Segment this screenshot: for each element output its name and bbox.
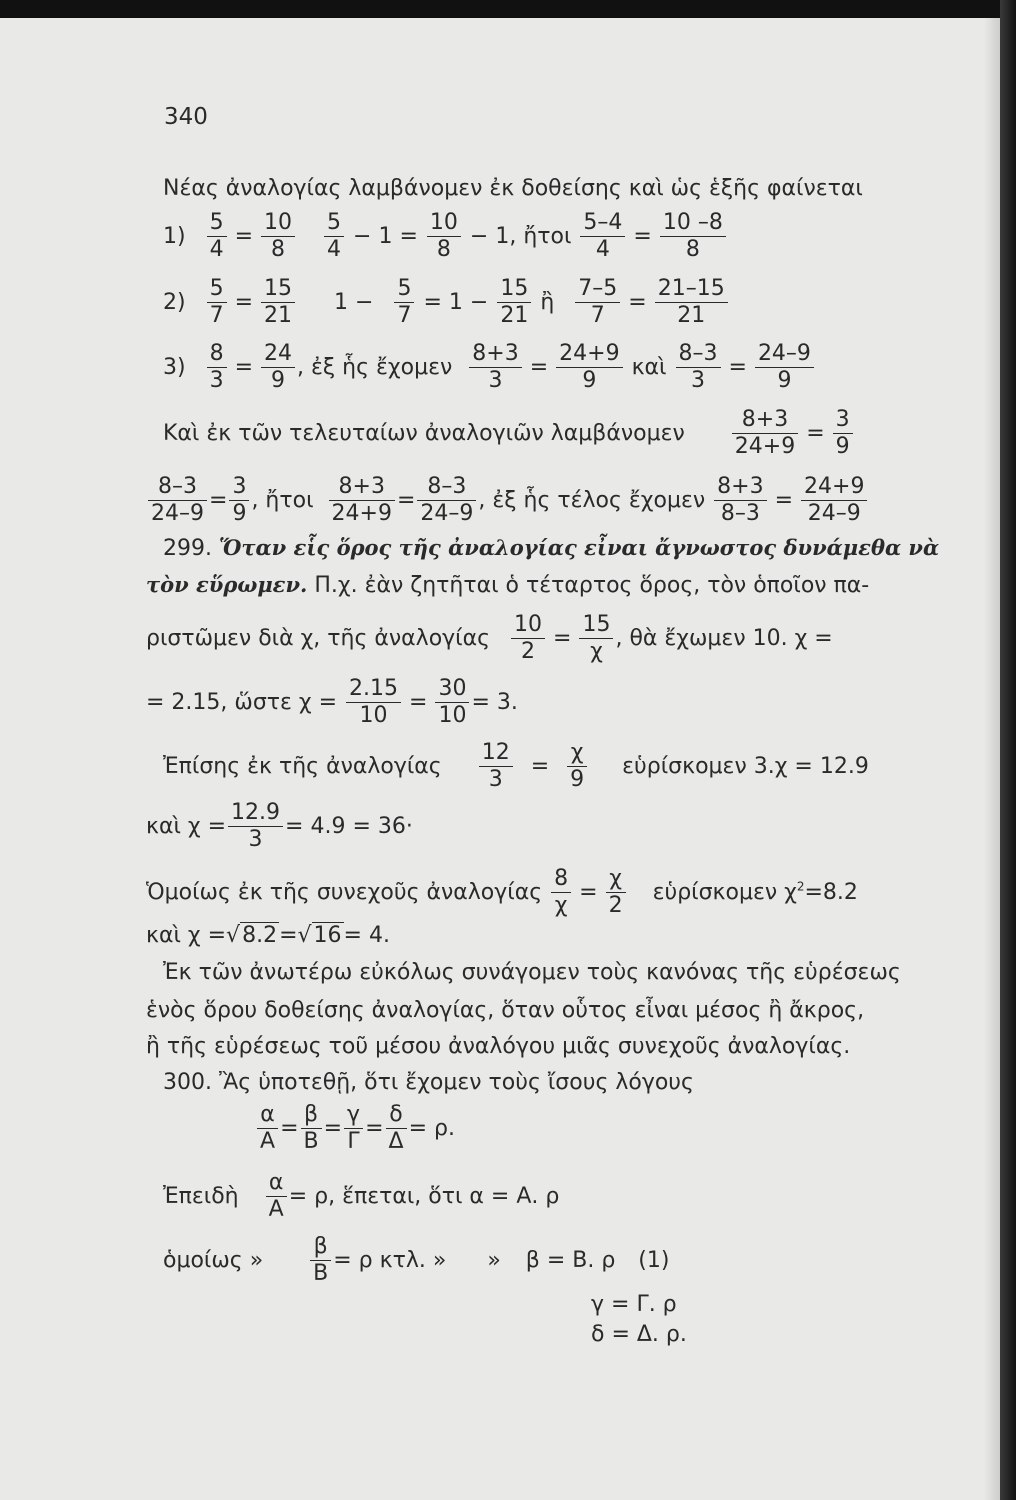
- fraction: $\frac{15}{21}$: [497, 276, 531, 330]
- equation-1: 1) $\frac{5}{4}$ = $\frac{10}{8}$ $\frac{5}{4}$ − 1 = $\frac{10}{8}$ − 1, ἤτοι $\frac{5-4}{4}$ = $\frac{10 -8}{8}$: [163, 210, 728, 264]
- bold-italic-heading: Ὅταν εἷς ὅρος τῆς ἀναλογίας εἶναι ἄγνωστος δυνάμεθα νὰ: [218, 535, 940, 560]
- fraction: $\frac{15}{\chi}$: [579, 612, 613, 666]
- fraction: $\frac{5}{4}$: [324, 210, 344, 264]
- rule-line-1: Ἐκ τῶν ἀνωτέρω εὐκόλως συνάγομεν τοὺς κανόνας τῆς εὑρέσεως: [163, 960, 901, 985]
- rule-line-3: ἢ τῆς εὑρέσεως τοῦ μέσου ἀναλόγου μιᾶς συνεχοῦς ἀναλογίας.: [146, 1034, 851, 1059]
- eq1-label: 1): [163, 223, 186, 249]
- fraction: $\frac{3}{9}$: [833, 407, 853, 461]
- continued-proportion-line: Ὁμοίως ἐκ τῆς συνεχοῦς ἀναλογίας $\frac{8}{\chi}$ = $\frac{\chi}{2}$ εὑρίσκομεν $\chi^2=8.2$: [146, 866, 858, 919]
- section-number: 299.: [163, 536, 212, 561]
- equation-2: 2) $\frac{5}{7}$ = $\frac{15}{21}$ 1 − $\frac{5}{7}$ = 1 − $\frac{15}{21}$ ἢ $\frac{7-5}{7}$ = $\frac{21-15}{21}$: [163, 276, 730, 330]
- section-number: 300.: [163, 1070, 212, 1095]
- fraction: $\frac{12}{3}$: [479, 740, 513, 794]
- fraction: $\frac{8-3}{3}$: [676, 341, 721, 395]
- equation-3: 3) $\frac{8}{3}$ = $\frac{24}{9}$ , ἐξ ἧς ἔχομεν $\frac{8+3}{3}$ = $\frac{24+9}{9}$ καὶ $\frac{8-3}{3}$ = $\frac{24-9}{9}$: [163, 341, 816, 395]
- fraction: $\frac{24+9}{24-9}$: [801, 474, 867, 528]
- fraction: $\frac{24-9}{9}$: [755, 341, 814, 395]
- fraction: $\frac{8+3}{8-3}$: [714, 474, 766, 528]
- fraction: $\frac{5}{7}$: [207, 276, 227, 330]
- section-299-heading: [163, 535, 939, 561]
- fraction: $\frac{8-3}{24-9}$: [417, 474, 476, 528]
- fraction: $\frac{2.15}{10}$: [346, 676, 401, 730]
- fraction: $\frac{3}{9}$: [229, 474, 249, 528]
- sqrt-icon: √: [226, 923, 241, 948]
- fraction: $\frac{8}{3}$: [207, 341, 227, 395]
- fraction: $\frac{24+9}{9}$: [556, 341, 622, 395]
- fraction: $\frac{\beta}{B}$: [310, 1234, 331, 1288]
- rule-line-2: ἑνὸς ὅρου δοθείσης ἀναλογίας, ὅταν οὗτος εἶναι μέσος ἢ ἄκρος,: [146, 998, 865, 1023]
- fraction: $\frac{8-3}{24-9}$: [148, 474, 207, 528]
- fraction: $\frac{5}{4}$: [207, 210, 227, 264]
- also-line: Ἐπίσης ἐκ τῆς ἀναλογίας $\frac{12}{3}$ = $\frac{\chi}{9}$ εὑρίσκομεν 3.χ = 12.9: [163, 740, 869, 793]
- fraction: $\frac{24}{9}$: [261, 341, 295, 395]
- section-299-line-2: τὸν εὕρωμεν. Π.χ. ἐὰν ζητῆται ὁ τέταρτος ὅρος, τὸν ὁποῖον πα-: [146, 572, 870, 598]
- top-border: [0, 0, 1000, 18]
- fraction: $\frac{30}{10}$: [435, 676, 469, 730]
- fraction: $\frac{\chi}{9}$: [567, 740, 587, 794]
- fraction: $\frac{5}{7}$: [394, 276, 414, 330]
- fraction: $\frac{\alpha}{A}$: [257, 1102, 278, 1156]
- fraction: $\frac{\alpha}{A}$: [266, 1170, 287, 1224]
- right-border: [1000, 0, 1016, 1500]
- fraction: $\frac{12.9}{3}$: [228, 800, 283, 854]
- last-proportions-line: Καὶ ἐκ τῶν τελευταίων ἀναλογιῶν λαμβάνομεν $\frac{8+3}{24+9}$ = $\frac{3}{9}$: [163, 407, 855, 461]
- fraction: $\frac{5-4}{4}$: [580, 210, 625, 264]
- fraction: $\frac{8+3}{24+9}$: [329, 474, 395, 528]
- eq2-label: 2): [163, 289, 186, 315]
- fraction: $\frac{\beta}{B}$: [301, 1102, 322, 1156]
- page-number: 340: [164, 104, 208, 130]
- fraction: $\frac{10}{8}$: [261, 210, 295, 264]
- fraction: $\frac{8+3}{24+9}$: [732, 407, 798, 461]
- fraction: $\frac{21-15}{21}$: [655, 276, 728, 330]
- intro-line: Νέας ἀναλογίας λαμβάνομεν ἐκ δοθείσης καὶ ὡς ἑξῆς φαίνεται: [163, 176, 863, 201]
- fraction: $\frac{15}{21}$: [261, 276, 295, 330]
- fraction: $\frac{8}{\chi}$: [551, 866, 571, 920]
- equal-ratios: $\frac{\alpha}{A}$ = $\frac{\beta}{B}$ = $\frac{\gamma}{\Gamma}$ = $\frac{\delta}{\Delta}$ = ρ.: [255, 1102, 455, 1156]
- section-299-line-3: ριστῶμεν διὰ χ, τῆς ἀναλογίας $\frac{10}{2}$ = $\frac{15}{\chi}$ , θὰ ἔχωμεν 10. χ =: [146, 612, 833, 665]
- also-result-line: καὶ χ = $\frac{12.9}{3}$ = 4.9 = 36·: [146, 800, 413, 853]
- since-line: Ἐπειδὴ $\frac{\alpha}{A}$ = ρ, ἕπεται, ὅτι α = Α. ρ: [163, 1170, 560, 1223]
- delta-line: δ = Δ. ρ.: [591, 1322, 687, 1347]
- book-page: [0, 18, 1000, 1500]
- fraction: $\frac{10}{2}$: [511, 612, 545, 666]
- fraction: $\frac{\gamma}{\Gamma}$: [344, 1102, 363, 1156]
- sqrt-icon: √: [297, 923, 312, 948]
- section-300-line: 300. Ἂς ὑποτεθῇ, ὅτι ἔχομεν τοὺς ἴσους λόγους: [163, 1070, 694, 1095]
- section-299-line-4: = 2.15, ὥστε χ = $\frac{2.15}{10}$ = $\frac{30}{10}$ = 3.: [146, 676, 518, 729]
- fraction: $\frac{10 -8}{8}$: [660, 210, 726, 264]
- fraction: $\frac{\delta}{\Delta}$: [386, 1102, 407, 1156]
- fraction: $\frac{10}{8}$: [427, 210, 461, 264]
- sqrt-line: καὶ χ =√8.2=√16= 4.: [146, 923, 390, 948]
- fraction: $\frac{\chi}{2}$: [606, 866, 626, 920]
- eq3-label: 3): [163, 354, 186, 380]
- gamma-line: γ = Γ. ρ: [591, 1292, 677, 1317]
- fraction: $\frac{7-5}{7}$: [575, 276, 620, 330]
- combination-line: $\frac{8-3}{24-9}$ = $\frac{3}{9}$ , ἤτοι $\frac{8+3}{24+9}$ = $\frac{8-3}{24-9}$ , ἐξ ἧς τέλος ἔχομεν $\frac{8+3}{8-3}$ = $\frac{24+9}{24-9}$: [146, 474, 869, 528]
- fraction: $\frac{8+3}{3}$: [469, 341, 521, 395]
- likewise-line: ὁμοίως » $\frac{\beta}{B}$ = ρ κτλ. » » β = Β. ρ (1): [163, 1234, 670, 1287]
